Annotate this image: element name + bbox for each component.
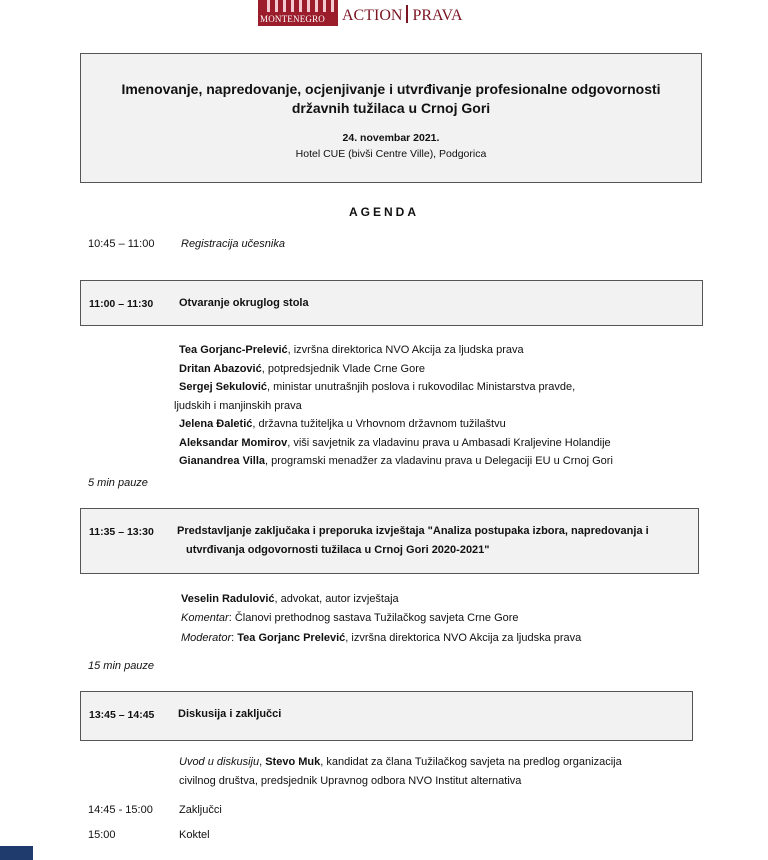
logo-left-text: MONTENEGRO bbox=[260, 14, 325, 24]
session-presentation bbox=[80, 508, 699, 574]
comment-item: Komentar: Članovi prethodnog sastava Tužilačkog savjeta Crne Gore bbox=[181, 611, 519, 624]
speaker-item: Jelena Đaletić, državna tužiteljka u Vrhovnom državnom tužilaštvu bbox=[179, 418, 506, 430]
registration-time: 10:45 – 11:00 bbox=[88, 238, 155, 250]
moderator-item: Moderator: Tea Gorjanc Prelević, izvršna direktorica NVO Akcija za ljudska prava bbox=[181, 632, 582, 644]
speaker-item: Gianandrea Villa, programski menadžer za vladavinu prava u Delegaciji EU u Crnoj Gori bbox=[179, 455, 613, 467]
event-date: 24. novembar 2021. bbox=[342, 132, 440, 144]
speaker-item: Dritan Abazović, potpredsjednik Vlade Crne Gore bbox=[179, 362, 425, 375]
closing-label: Zaključci bbox=[179, 804, 222, 816]
organization-logo bbox=[258, 0, 463, 26]
logo-action-text: ACTION bbox=[342, 7, 403, 24]
pause-note: 5 min pauze bbox=[88, 477, 148, 489]
document-title: Imenovanje, napredovanje, ocjenjivanje i utvrđivanje profesionalne odgovornosti državnih tužilaca u Crnoj Gori bbox=[121, 81, 661, 116]
cocktail-time: 15:00 bbox=[88, 829, 116, 841]
session-time: 11:35 – 13:30 bbox=[89, 526, 154, 538]
session-time: 11:00 – 11:30 bbox=[89, 298, 154, 310]
logo-emblem bbox=[258, 0, 338, 26]
speaker-item: Veselin Radulović, advokat, autor izvještaja bbox=[181, 593, 399, 605]
pause-note: 15 min pauze bbox=[88, 660, 155, 672]
cocktail-label: Koktel bbox=[179, 829, 210, 841]
session-discussion bbox=[80, 691, 693, 741]
presentation-details bbox=[181, 590, 701, 648]
closing-time: 14:45 - 15:00 bbox=[88, 804, 153, 816]
speaker-item: Tea Gorjanc-Prelević, izvršna direktorica NVO Akcija za ljudska prava bbox=[179, 344, 524, 356]
speaker-item: ljudskih i manjinskih prava bbox=[174, 399, 302, 412]
logo-right-text bbox=[342, 5, 463, 26]
speaker-item: Aleksandar Momirov, viši savjetnik za vladavinu prava u Ambasadi Kraljevine Holandije bbox=[179, 436, 611, 449]
discussion-intro: Uvod u diskusiju, Stevo Muk, kandidat za člana Tužilačkog savjeta na predlog organizacija civilnog društva, predsjednik Upravnog odbora NVO Institut alternativa bbox=[179, 756, 622, 787]
session-title-line1: Predstavljanje zaključaka i preporuka izvještaja "Analiza postupaka izbora, napredovanja i bbox=[177, 525, 649, 537]
title-box bbox=[80, 53, 702, 183]
logo-prava-text: PRAVA bbox=[412, 7, 463, 24]
session-title: Otvaranje okruglog stola bbox=[179, 297, 309, 309]
agenda-heading: AGENDA bbox=[348, 205, 419, 219]
speaker-list bbox=[174, 341, 699, 471]
footer-corner-block bbox=[0, 846, 33, 860]
session-title: Diskusija i zaključci bbox=[178, 708, 282, 720]
session-title-line2: utvrđivanja odgovornosti tužilaca u Crnoj Gori 2020-2021" bbox=[186, 544, 490, 556]
speaker-item: Sergej Sekulović, ministar unutrašnjih poslova i rukovodilac Ministarstva pravde, bbox=[179, 381, 576, 393]
session-opening bbox=[80, 280, 703, 326]
registration-label: Registracija učesnika bbox=[181, 238, 285, 250]
session-time: 13:45 – 14:45 bbox=[89, 709, 155, 721]
event-venue: Hotel CUE (bivši Centre Ville), Podgorica bbox=[295, 148, 487, 160]
logo-divider bbox=[406, 5, 408, 23]
